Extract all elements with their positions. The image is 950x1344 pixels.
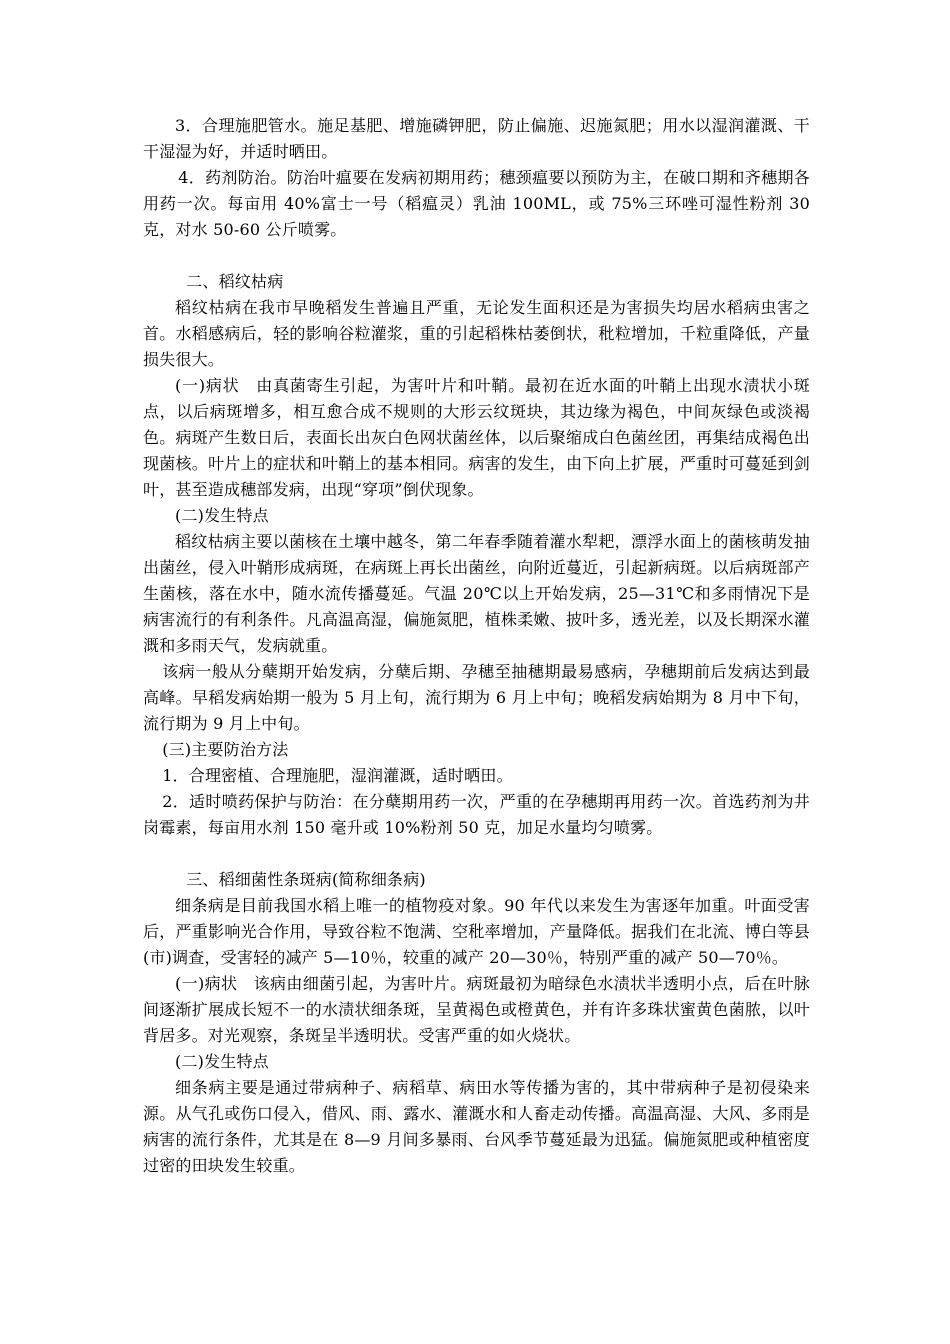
paragraph-sheath-blight-timing: 该病一般从分蘖期开始发病，分蘖后期、孕穗至抽穗期最易感病，孕穗期前后发病达到最高峰。早稻发病始期一般为 5 月上旬，流行期为 6 月上中旬；晚稻发病始期为 8 月中下旬，流行期为 9 月上中旬。 bbox=[143, 662, 810, 733]
paragraph-sheath-blight-symptoms: (一)病状 由真菌寄生引起，为害叶片和叶鞘。最初在近水面的叶鞘上出现水渍状小斑点，以后病斑增多，相互愈合成不规则的大形云纹斑块，其边缘为褐色，中间灰绿色或淡褐色。病斑产生数日后，表面长出灰白色网状菌丝体，以后聚缩成白色菌丝团，再集结成褐色出现菌核。叶片上的症状和叶鞘上的基本相同。病害的发生，由下向上扩展，严重时可蔓延到剑叶，甚至造成穗部发病，出现“穿项”倒伏现象。 bbox=[143, 376, 810, 499]
blank-line bbox=[143, 243, 810, 269]
paragraph-control-2: 2．适时喷药保护与防治：在分蘖期用药一次，严重的在孕穗期再用药一次。首选药剂为井岗霉素，每亩用水剂 150 毫升或 10%粉剂 50 克，加足水量均匀喷雾。 bbox=[143, 792, 810, 837]
section-heading-sheath-blight: 二、稻纹枯病 bbox=[186, 272, 284, 291]
subheading-occurrence: (二)发生特点 bbox=[175, 506, 269, 525]
section-heading-bacterial-streak: 三、稻细菌性条斑病(简称细条病) bbox=[186, 870, 426, 889]
paragraph-sheath-blight-occurrence: 稻纹枯病主要以菌核在土壤中越冬，第二年春季随着灌水犁耙，漂浮水面上的菌核萌发抽出菌丝，侵入叶鞘形成病斑，在病斑上再长出菌丝，向附近蔓近，引起新病斑。以后病斑部产生菌核，落在水中，随水流传播蔓延。气温 20℃以上开始发病，25—31℃和多雨情况下是病害流行的有利条件。凡高温高湿，偏施氮肥，植株柔嫩、披叶多，透光差，以及长期深水灌溉和多雨天气，发病就重。 bbox=[143, 532, 810, 655]
paragraph-bacterial-streak-intro: 细条病是目前我国水稻上唯一的植物疫对象。90 年代以来发生为害逐年加重。叶面受害后，严重影响光合作用，导致谷粒不饱满、空秕率增加，产量降低。据我们在北流、博白等县(市)调查，受害轻的减产 5—10％，较重的减产 20—30％，特别严重的减产 50—70％。 bbox=[143, 896, 810, 967]
blank-line bbox=[143, 841, 810, 867]
paragraph-sheath-blight-intro: 稻纹枯病在我市早晚稻发生普遍且严重，无论发生面积还是为害损失均居水稻病虫害之首。水稻感病后，轻的影响谷粒灌浆，重的引起稻株枯萎倒状，秕粒增加，千粒重降低，产量损失很大。 bbox=[143, 298, 810, 369]
subheading-bacterial-occurrence: (二)发生特点 bbox=[175, 1052, 269, 1071]
subheading-control-methods: (三)主要防治方法 bbox=[162, 740, 289, 759]
paragraph-chemical-control: 4．药剂防治。防治叶瘟要在发病初期用药；穗颈瘟要以预防为主，在破口期和齐穗期各用药一次。每亩用 40%富士一号（稻瘟灵）乳油 100ML，或 75%三环唑可湿性粉剂 30 克，对水 50-60 公斤喷雾。 bbox=[143, 168, 810, 239]
document-body bbox=[143, 113, 810, 1179]
paragraph-control-1: 1．合理密植、合理施肥，湿润灌溉，适时晒田。 bbox=[162, 766, 513, 785]
paragraph-bacterial-streak-occurrence: 细条病主要是通过带病种子、病稻草、病田水等传播为害的，其中带病种子是初侵染来源。从气孔或伤口侵入，借风、雨、露水、灌溉水和人畜走动传播。高温高湿、大风、多雨是病害的流行条件，尤其是在 8—9 月间多暴雨、台风季节蔓延最为迅猛。偏施氮肥或种植密度过密的田块发生较重。 bbox=[143, 1078, 810, 1175]
paragraph-bacterial-streak-symptoms: (一)病状 该病由细菌引起，为害叶片。病斑最初为暗绿色水渍状半透明小点，后在叶脉间逐渐扩展成长短不一的水渍状细条斑，呈黄褐色或橙黄色，并有许多珠状蜜黄色菌脓，以叶背居多。对光观察，条斑呈半透明状。受害严重的如火烧状。 bbox=[143, 974, 810, 1045]
paragraph-fertilizer-water: 3．合理施肥管水。施足基肥、增施磷钾肥，防止偏施、迟施氮肥；用水以湿润灌溉、干干湿湿为好，并适时晒田。 bbox=[143, 116, 810, 161]
